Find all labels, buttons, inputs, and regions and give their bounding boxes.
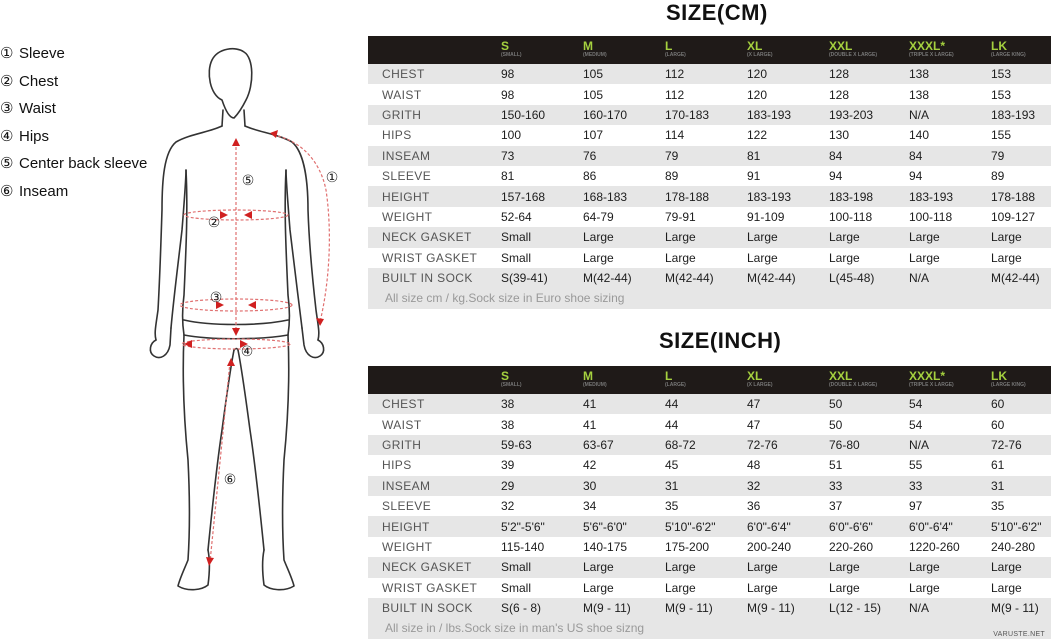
row-label: CHEST	[382, 397, 425, 412]
table-cell: 6'0"-6'4"	[909, 519, 953, 534]
table-cell: Large	[909, 580, 940, 595]
table-cell: 183-193	[747, 189, 792, 204]
table-cell: 55	[909, 458, 923, 473]
size-code: L	[665, 39, 673, 53]
size-description: (MEDIUM)	[583, 52, 607, 58]
size-description: (LARGE)	[665, 382, 686, 388]
size-description: (TRIPLE X LARGE)	[909, 52, 954, 58]
table-note: All size cm / kg.Sock size in Euro shoe sizing	[368, 288, 1051, 308]
table-cell: 68-72	[665, 437, 696, 452]
size-column-header	[747, 366, 829, 394]
table-cell: 84	[909, 148, 923, 163]
table-cell: N/A	[909, 437, 930, 452]
size-code: XXXL*	[909, 369, 946, 383]
table-cell: Large	[829, 560, 860, 575]
table-cell: Large	[747, 230, 778, 245]
table-cell: 115-140	[501, 539, 545, 554]
table-cell: 32	[747, 478, 761, 493]
table-row	[368, 125, 1051, 145]
table-cell: 31	[665, 478, 679, 493]
table-row	[368, 537, 1051, 557]
size-code: L	[665, 369, 673, 383]
table-cell: 240-280	[991, 539, 1036, 554]
table-cell: M(42-44)	[747, 271, 796, 286]
table-cell: 112	[665, 67, 685, 82]
size-column-header	[991, 366, 1051, 394]
table-cell: 120	[747, 87, 768, 102]
table-cell: 72-76	[747, 437, 778, 452]
size-code: XL	[747, 39, 763, 53]
legend-label: Sleeve	[19, 45, 65, 62]
table-cell: 63-67	[583, 437, 614, 452]
table-row	[368, 598, 1051, 618]
table-cell: Large	[909, 560, 940, 575]
table-row	[368, 248, 1051, 268]
table-cell: Large	[665, 250, 696, 265]
table-cell: Large	[747, 250, 778, 265]
size-column-header	[909, 36, 991, 64]
table-cell: Large	[665, 230, 696, 245]
cm-table-title: SIZE(CM)	[666, 0, 768, 25]
size-description: (LARGE KING)	[991, 382, 1026, 388]
table-cell: 100-118	[909, 209, 953, 224]
row-label: HIPS	[382, 458, 412, 473]
table-cell: 150-160	[501, 107, 546, 122]
table-cell: 34	[583, 499, 597, 514]
marker-waist: ③	[209, 290, 223, 306]
table-cell: S(6 - 8)	[501, 601, 542, 616]
table-cell: M(42-44)	[665, 271, 714, 286]
table-cell: 81	[747, 148, 761, 163]
size-header-row	[368, 366, 1051, 394]
table-cell: 54	[909, 417, 923, 432]
table-cell: Small	[501, 560, 532, 575]
table-cell: 5'2"-5'6"	[501, 519, 545, 534]
table-cell: 170-183	[665, 107, 710, 122]
table-row	[368, 207, 1051, 227]
table-cell: 60	[991, 417, 1005, 432]
row-label: NECK GASKET	[382, 230, 472, 245]
table-cell: 59-63	[501, 437, 532, 452]
table-cell: 122	[747, 128, 768, 143]
row-label: GRITH	[382, 107, 422, 122]
table-cell: Large	[583, 250, 614, 265]
table-cell: 79	[991, 148, 1005, 163]
table-cell: 33	[909, 478, 923, 493]
table-cell: 153	[991, 87, 1012, 102]
table-cell: 33	[829, 478, 843, 493]
table-cell: 183-193	[747, 107, 792, 122]
table-cell: Large	[991, 580, 1022, 595]
table-cell: 39	[501, 458, 515, 473]
table-cell: L(12 - 15)	[829, 601, 882, 616]
table-cell: 178-188	[991, 189, 1036, 204]
row-label: WAIST	[382, 87, 422, 102]
table-cell: Large	[829, 250, 860, 265]
row-label: WRIST GASKET	[382, 250, 478, 265]
table-cell: 48	[747, 458, 761, 473]
size-code: S	[501, 369, 510, 383]
table-cell: 76-80	[829, 437, 860, 452]
legend-number: ⑥	[0, 182, 14, 200]
size-column-header	[665, 36, 747, 64]
size-description: (LARGE)	[665, 52, 686, 58]
table-cell: 35	[665, 499, 679, 514]
table-cell: N/A	[909, 601, 930, 616]
table-cell: 120	[747, 67, 768, 82]
table-cell: M(9 - 11)	[747, 601, 795, 616]
table-cell: 160-170	[583, 107, 628, 122]
table-cell: 64-79	[583, 209, 614, 224]
table-cell: 89	[991, 169, 1005, 184]
row-label: INSEAM	[382, 478, 431, 493]
table-cell: 44	[665, 417, 679, 432]
table-cell: 79	[665, 148, 679, 163]
size-column-header	[829, 366, 909, 394]
size-column-header	[583, 36, 665, 64]
table-cell: Large	[909, 230, 940, 245]
table-row	[368, 516, 1051, 536]
table-cell: 130	[829, 128, 850, 143]
table-cell: 98	[501, 67, 515, 82]
size-description: (LARGE KING)	[991, 52, 1026, 58]
table-cell: 220-260	[829, 539, 874, 554]
size-column-header	[583, 366, 665, 394]
row-label: WAIST	[382, 417, 422, 432]
table-cell: Large	[829, 230, 860, 245]
table-row	[368, 578, 1051, 598]
table-cell: 38	[501, 397, 515, 412]
table-cell: 157-168	[501, 189, 546, 204]
table-cell: 76	[583, 148, 597, 163]
table-cell: L(45-48)	[829, 271, 875, 286]
table-cell: 5'6"-6'0"	[583, 519, 627, 534]
size-description: (SMALL)	[501, 52, 522, 58]
table-cell: 94	[909, 169, 923, 184]
legend-number: ⑤	[0, 155, 14, 172]
row-label: NECK GASKET	[382, 560, 472, 575]
table-cell: 114	[665, 128, 685, 143]
table-row	[368, 557, 1051, 577]
table-row	[368, 146, 1051, 166]
legend-number: ①	[0, 45, 14, 62]
table-cell: 91-109	[747, 209, 785, 224]
table-cell: M(9 - 11)	[991, 601, 1039, 616]
table-cell: 200-240	[747, 539, 792, 554]
size-code: XXL	[829, 369, 853, 383]
table-note-row	[368, 618, 1051, 638]
table-cell: 44	[665, 397, 679, 412]
row-label: HIPS	[382, 128, 412, 143]
table-cell: 100	[501, 128, 522, 143]
table-cell: 1220-260	[909, 539, 960, 554]
table-cell: N/A	[909, 107, 930, 122]
table-row	[368, 186, 1051, 206]
legend-label: Hips	[19, 127, 50, 145]
size-code: XXL	[829, 39, 853, 53]
table-row	[368, 64, 1051, 84]
table-cell: 6'0"-6'4"	[747, 519, 791, 534]
size-description: (TRIPLE X LARGE)	[909, 382, 954, 388]
legend-number: ④	[0, 127, 14, 145]
row-label: HEIGHT	[382, 189, 430, 204]
table-row	[368, 394, 1051, 414]
table-cell: 98	[501, 87, 515, 102]
table-cell: 94	[829, 169, 843, 184]
table-cell: M(42-44)	[583, 271, 632, 286]
measurement-lines	[180, 135, 329, 562]
row-label: GRITH	[382, 437, 422, 452]
table-cell: 89	[665, 169, 679, 184]
table-cell: 29	[501, 478, 515, 493]
table-cell: N/A	[909, 271, 930, 286]
table-cell: 175-200	[665, 539, 710, 554]
size-code: LK	[991, 39, 1007, 53]
table-cell: 47	[747, 417, 761, 432]
table-cell: 183-198	[829, 189, 874, 204]
table-cell: 105	[583, 87, 604, 102]
table-cell: 84	[829, 148, 843, 163]
marker-center-back-sleeve: ⑤	[241, 173, 255, 189]
table-cell: 138	[909, 67, 930, 82]
size-description: (DOUBLE X LARGE)	[829, 382, 878, 388]
table-row	[368, 455, 1051, 475]
table-cell: 155	[991, 128, 1012, 143]
table-cell: 81	[501, 169, 515, 184]
table-cell: Large	[583, 230, 614, 245]
inch-table-title: SIZE(INCH)	[659, 328, 782, 353]
row-label: WRIST GASKET	[382, 580, 478, 595]
size-code: XXXL*	[909, 39, 946, 53]
table-cell: 42	[583, 458, 597, 473]
row-label: HEIGHT	[382, 519, 430, 534]
legend-label: Chest	[19, 72, 59, 90]
table-cell: 128	[829, 87, 850, 102]
table-cell: 72-76	[991, 437, 1022, 452]
table-cell: Large	[991, 230, 1022, 245]
table-cell: Large	[665, 560, 696, 575]
table-cell: 109-127	[991, 209, 1036, 224]
size-code: M	[583, 39, 593, 53]
table-cell: 138	[909, 87, 930, 102]
row-label: CHEST	[382, 67, 425, 82]
table-cell: 30	[583, 478, 597, 493]
table-row	[368, 476, 1051, 496]
table-cell: 112	[665, 87, 685, 102]
size-description: (X LARGE)	[747, 52, 773, 58]
table-cell: 140-175	[583, 539, 628, 554]
table-cell: 38	[501, 417, 515, 432]
table-cell: 79-91	[665, 209, 696, 224]
row-label: WEIGHT	[382, 209, 433, 224]
header-corner	[368, 36, 501, 64]
table-cell: 31	[991, 478, 1005, 493]
table-cell: 105	[583, 67, 604, 82]
size-column-header	[665, 366, 747, 394]
table-cell: 47	[747, 397, 761, 412]
table-cell: 178-188	[665, 189, 710, 204]
table-note-row	[368, 288, 1051, 308]
table-cell: Large	[747, 560, 778, 575]
table-cell: 140	[909, 128, 930, 143]
size-code: M	[583, 369, 593, 383]
size-column-header	[991, 36, 1051, 64]
size-code: S	[501, 39, 510, 53]
table-cell: 35	[991, 499, 1005, 514]
row-label: BUILT IN SOCK	[382, 601, 473, 616]
table-cell: 41	[583, 397, 597, 412]
table-cell: 36	[747, 499, 761, 514]
legend-label: Waist	[19, 100, 56, 117]
table-row	[368, 268, 1051, 288]
table-cell: 37	[829, 499, 843, 514]
table-cell: 41	[583, 417, 597, 432]
size-description: (MEDIUM)	[583, 382, 607, 388]
table-row	[368, 414, 1051, 434]
table-cell: 183-193	[909, 189, 954, 204]
table-cell: M(9 - 11)	[665, 601, 713, 616]
table-row	[368, 84, 1051, 104]
table-cell: 54	[909, 397, 923, 412]
table-cell: 6'0"-6'6"	[829, 519, 873, 534]
table-cell: 86	[583, 169, 597, 184]
table-cell: S(39-41)	[501, 271, 548, 286]
table-cell: 183-193	[991, 107, 1036, 122]
table-cell: Large	[583, 560, 614, 575]
size-description: (SMALL)	[501, 382, 522, 388]
table-cell: 91	[747, 169, 761, 184]
table-cell: 32	[501, 499, 515, 514]
table-note: All size in / lbs.Sock size in man's US shoe sizng	[368, 618, 1051, 638]
body-measurement-figure	[140, 40, 345, 600]
marker-hips: ④	[240, 344, 254, 360]
table-cell: Small	[501, 580, 532, 595]
row-label: WEIGHT	[382, 539, 433, 554]
table-cell: 97	[909, 499, 923, 514]
table-cell: Large	[991, 560, 1022, 575]
table-cell: M(42-44)	[991, 271, 1040, 286]
table-cell: Large	[909, 250, 940, 265]
body-outline	[150, 49, 323, 590]
table-row	[368, 227, 1051, 247]
table-cell: 5'10"-6'2"	[991, 519, 1042, 534]
size-table-inch	[368, 366, 1051, 639]
table-cell: 153	[991, 67, 1012, 82]
table-cell: Small	[501, 250, 532, 265]
table-row	[368, 166, 1051, 186]
table-cell: 5'10"-6'2"	[665, 519, 716, 534]
table-cell: 128	[829, 67, 850, 82]
table-cell: Large	[829, 580, 860, 595]
size-column-header	[829, 36, 909, 64]
table-cell: 61	[991, 458, 1005, 473]
table-cell: Large	[665, 580, 696, 595]
legend-number: ②	[0, 72, 14, 90]
table-cell: Small	[501, 230, 532, 245]
table-row	[368, 105, 1051, 125]
size-code: LK	[991, 369, 1007, 383]
size-code: XL	[747, 369, 763, 383]
marker-chest: ②	[207, 215, 221, 231]
table-cell: 50	[829, 397, 843, 412]
row-label: SLEEVE	[382, 169, 432, 184]
table-cell: 45	[665, 458, 679, 473]
header-corner	[368, 366, 501, 394]
legend-label: Center back sleeve	[19, 155, 148, 172]
legend-number: ③	[0, 100, 14, 117]
size-table-cm	[368, 36, 1051, 309]
table-cell: 51	[829, 458, 843, 473]
table-cell: 168-183	[583, 189, 628, 204]
table-cell: M(9 - 11)	[583, 601, 631, 616]
table-cell: Large	[583, 580, 614, 595]
row-label: SLEEVE	[382, 499, 432, 514]
size-description: (DOUBLE X LARGE)	[829, 52, 878, 58]
marker-sleeve: ①	[325, 170, 339, 186]
table-cell: 52-64	[501, 209, 532, 224]
size-description: (X LARGE)	[747, 382, 773, 388]
size-column-header	[747, 36, 829, 64]
table-cell: 60	[991, 397, 1005, 412]
size-column-header	[501, 366, 583, 394]
size-column-header	[501, 36, 583, 64]
table-cell: 73	[501, 148, 515, 163]
table-cell: Large	[747, 580, 778, 595]
table-cell: 100-118	[829, 209, 873, 224]
table-cell: 50	[829, 417, 843, 432]
row-label: INSEAM	[382, 148, 431, 163]
legend-label: Inseam	[19, 182, 69, 200]
table-cell: Large	[991, 250, 1022, 265]
marker-inseam: ⑥	[223, 472, 237, 488]
watermark: VARUSTE.NET	[993, 631, 1045, 638]
table-row	[368, 496, 1051, 516]
table-row	[368, 435, 1051, 455]
size-header-row	[368, 36, 1051, 64]
size-column-header	[909, 366, 991, 394]
row-label: BUILT IN SOCK	[382, 271, 473, 286]
table-cell: 193-203	[829, 107, 874, 122]
table-cell: 107	[583, 128, 604, 143]
